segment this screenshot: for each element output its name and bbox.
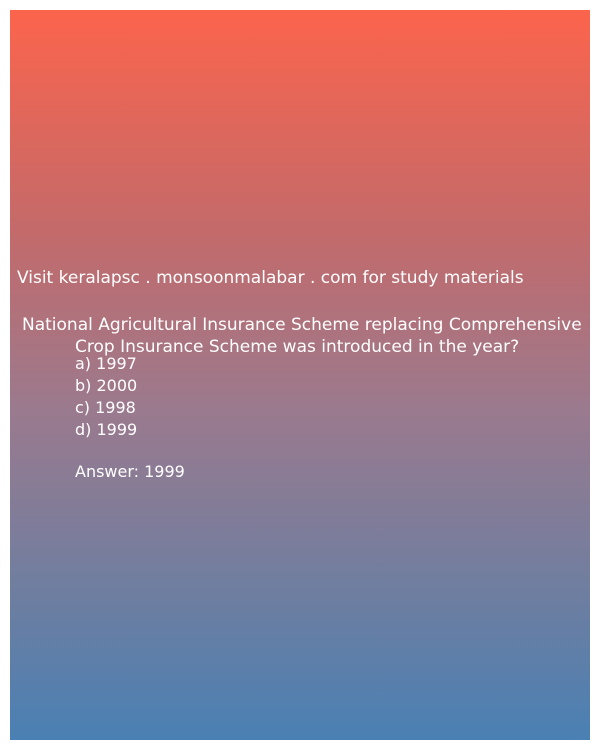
answer-text: Answer: 1999 <box>75 462 185 481</box>
option-d: d) 1999 <box>75 420 138 439</box>
quiz-card <box>10 10 590 740</box>
options-list <box>75 353 137 441</box>
question-line-1: National Agricultural Insurance Scheme replacing Comprehensive <box>22 315 582 335</box>
question-line-2: Crop Insurance Scheme was introduced in the year? <box>75 337 520 357</box>
question-text <box>22 314 582 358</box>
promo-text: Visit keralapsc . monsoonmalabar . com for study materials <box>17 268 524 288</box>
option-c: c) 1998 <box>75 398 136 417</box>
option-b: b) 2000 <box>75 376 138 395</box>
option-a: a) 1997 <box>75 354 137 373</box>
